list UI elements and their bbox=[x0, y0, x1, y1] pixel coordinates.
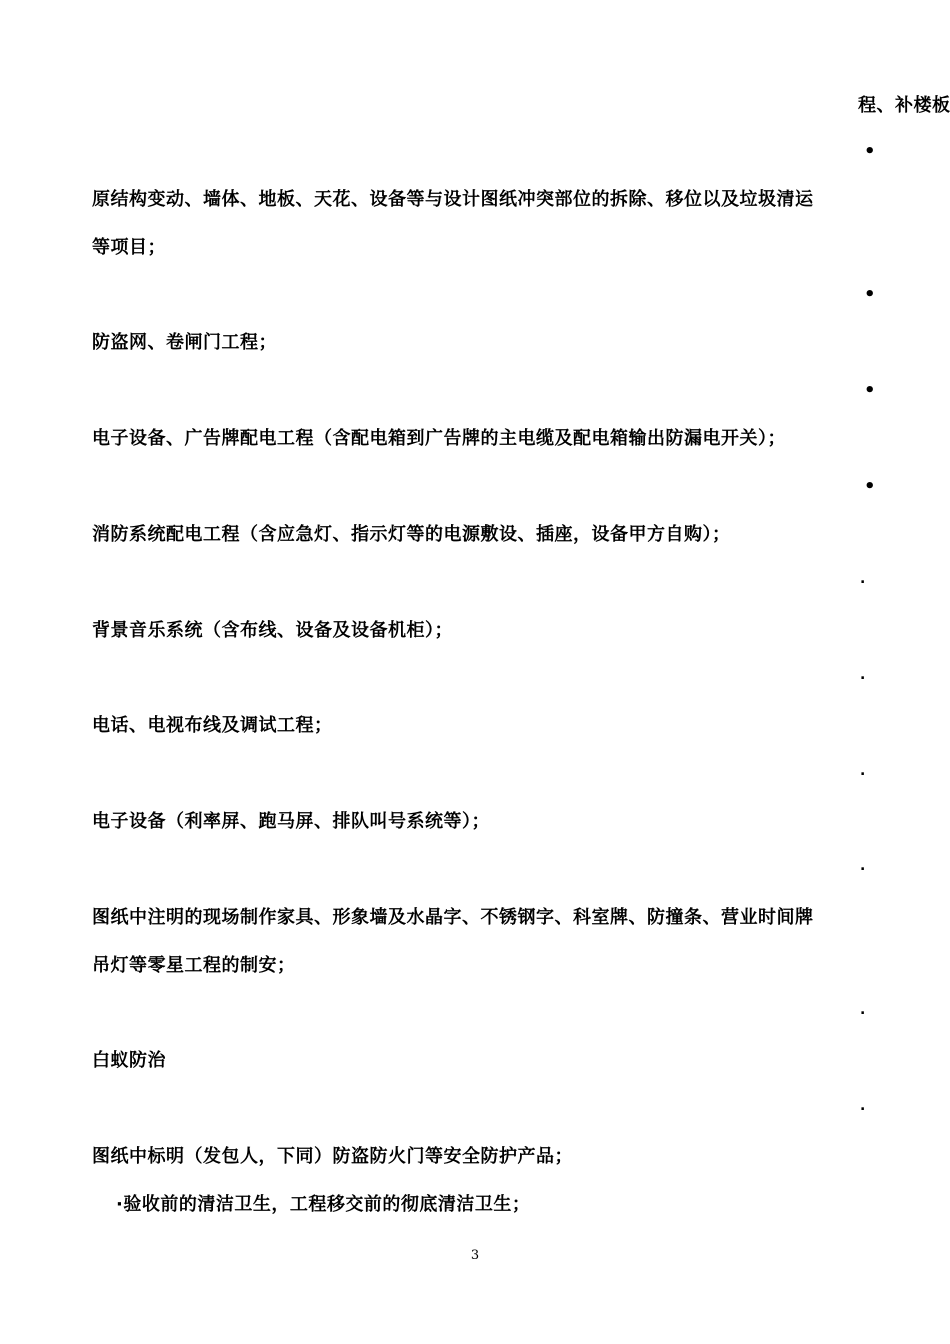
item-8-line-1: 图纸中注明的现场制作家具、形象墙及水晶字、不锈钢字、科室牌、防撞条、营业时间牌 bbox=[92, 907, 814, 928]
header-fragment: 程、补楼板 bbox=[858, 95, 950, 116]
item-8-line-2: 吊灯等零星工程的制安； bbox=[92, 955, 296, 976]
bullet-4: • bbox=[864, 476, 876, 497]
last-item: ·验收前的清洁卫生，工程移交前的彻底清洁卫生； bbox=[116, 1194, 531, 1215]
item-5-line-1: 背景音乐系统（含布线、设备及设备机柜）； bbox=[92, 620, 453, 641]
bullet-2: • bbox=[864, 284, 876, 305]
bullet-9: . bbox=[860, 1002, 866, 1018]
item-7-line-1: 电子设备（利率屏、跑马屏、排队叫号系统等）； bbox=[92, 811, 490, 832]
item-1-line-1: 原结构变动、墙体、地板、天花、设备等与设计图纸冲突部位的拆除、移位以及垃圾清运 bbox=[92, 189, 814, 210]
bullet-7: . bbox=[860, 763, 866, 779]
page-number: 3 bbox=[470, 1248, 480, 1263]
bullet-8: . bbox=[860, 858, 866, 874]
item-4-line-1: 消防系统配电工程（含应急灯、指示灯等的电源敷设、插座，设备甲方自购）； bbox=[92, 524, 731, 545]
item-2-line-1: 防盗网、卷闸门工程； bbox=[92, 332, 277, 353]
bullet-3: • bbox=[864, 380, 876, 401]
bullet-5: . bbox=[860, 571, 866, 587]
item-6-line-1: 电话、电视布线及调试工程； bbox=[92, 715, 333, 736]
bullet-10: . bbox=[860, 1098, 866, 1114]
bullet-1: • bbox=[864, 141, 876, 162]
item-1-line-2: 等项目； bbox=[92, 237, 166, 258]
bullet-6: . bbox=[860, 667, 866, 683]
item-9-line-1: 白蚁防治 bbox=[92, 1050, 166, 1071]
item-3-line-1: 电子设备、广告牌配电工程（含配电箱到广告牌的主电缆及配电箱输出防漏电开关）； bbox=[92, 428, 786, 449]
item-10-line-1: 图纸中标明（发包人，下同）防盗防火门等安全防护产品； bbox=[92, 1146, 573, 1167]
